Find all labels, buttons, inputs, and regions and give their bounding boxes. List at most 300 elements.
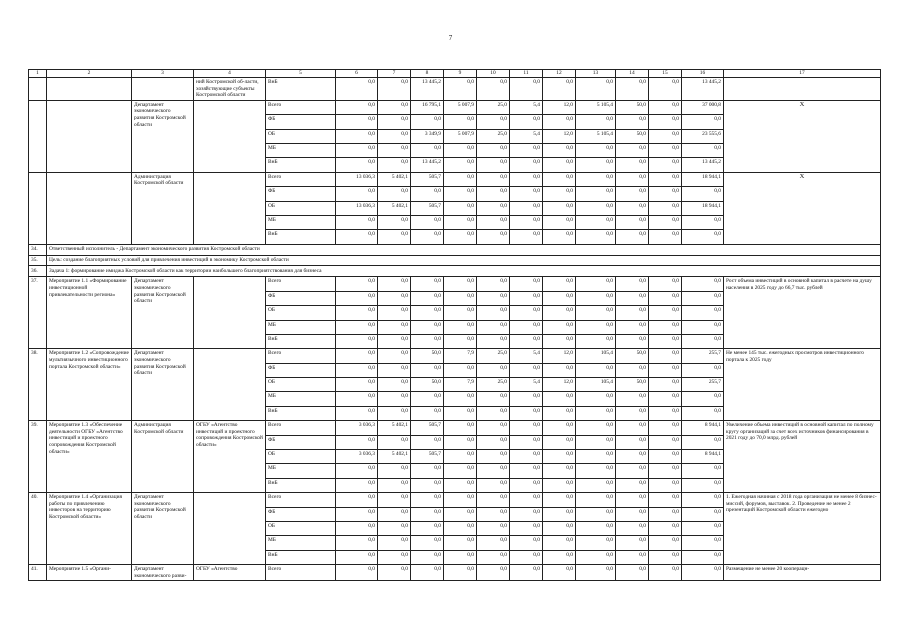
budget-value: 0,0: [477, 201, 510, 215]
budget-value: 0,0: [543, 450, 576, 464]
budget-value: 0,0: [543, 406, 576, 420]
budget-value: 0,0: [543, 392, 576, 406]
budget-value: 0,0: [576, 493, 616, 507]
budget-value: 0,0: [477, 406, 510, 420]
budget-value: 0,0: [649, 536, 682, 550]
budget-value: 0,0: [477, 291, 510, 305]
budget-value: 0,0: [649, 215, 682, 229]
budget-value: 0,0: [616, 450, 649, 464]
responsible-executor: [132, 78, 194, 101]
budget-value: 0,0: [477, 550, 510, 564]
budget-value: 0,0: [649, 291, 682, 305]
budget-value: 0,0: [378, 129, 411, 143]
budget-value: 0,0: [336, 230, 378, 244]
budget-value: 5,4: [510, 349, 543, 363]
budget-value: 0,0: [378, 277, 411, 291]
budget-value: 0,0: [378, 464, 411, 478]
budget-value: 18 944,1: [682, 172, 724, 186]
budget-value: 0,0: [649, 78, 682, 101]
budget-value: 0,0: [444, 187, 477, 201]
budget-value: 0,0: [616, 363, 649, 377]
budget-value: 0,0: [336, 378, 378, 392]
budget-value: 0,0: [543, 435, 576, 449]
row-number: 41.: [29, 565, 47, 581]
budget-value: 0,0: [543, 522, 576, 536]
budget-value: 0,0: [616, 143, 649, 157]
budget-value: 0,0: [411, 493, 444, 507]
funding-source: ВнБ: [266, 334, 336, 348]
budget-value: 0,0: [378, 100, 411, 114]
co-executor: [194, 277, 266, 349]
budget-value: 0,0: [411, 478, 444, 492]
page-number: 7: [448, 34, 453, 42]
section-note: Задача 1: формирование имиджа Костромской области как территории наибольшего благоприятствования для бизнеса: [47, 266, 881, 277]
budget-value: 0,0: [649, 478, 682, 492]
budget-value: 0,0: [378, 406, 411, 420]
expected-result: X: [724, 172, 881, 244]
budget-value: 0,0: [576, 306, 616, 320]
budget-value: 0,0: [378, 378, 411, 392]
row-number: 37.: [29, 277, 47, 349]
funding-source: МБ: [266, 536, 336, 550]
budget-value: 0,0: [616, 334, 649, 348]
budget-value: 0,0: [543, 536, 576, 550]
expected-result: Не менее 145 тыс. ежегодных просмотров инвестиционного портала к 2025 году: [724, 349, 881, 421]
budget-value: 0,0: [336, 187, 378, 201]
budget-value: 0,0: [378, 478, 411, 492]
budget-value: 0,0: [616, 421, 649, 435]
budget-value: 8 944,1: [682, 450, 724, 464]
section-note-row: [29, 244, 881, 255]
budget-value: 0,0: [411, 277, 444, 291]
row-number: [29, 172, 47, 244]
budget-value: 505,7: [411, 172, 444, 186]
section-note: Цель: создание благоприятных условий для привлечения инвестиций в экономику Костромской области: [47, 255, 881, 266]
budget-value: 7,9: [444, 378, 477, 392]
budget-value: 0,0: [378, 230, 411, 244]
budget-value: 50,0: [616, 100, 649, 114]
funding-source: ОБ: [266, 201, 336, 215]
expected-result: Увеличение объема инвестиций в основной капитал по полному кругу организаций за счет всех источников финансирования в 2021 году до 70,0 млрд. рублей: [724, 421, 881, 493]
budget-value: 0,0: [411, 363, 444, 377]
budget-value: 0,0: [336, 349, 378, 363]
budget-value: 0,0: [510, 201, 543, 215]
table-row: [29, 277, 881, 291]
budget-value: 0,0: [444, 536, 477, 550]
budget-value: 0,0: [477, 493, 510, 507]
budget-value: 0,0: [616, 392, 649, 406]
budget-value: 0,0: [411, 230, 444, 244]
funding-source: ФБ: [266, 507, 336, 521]
budget-value: 0,0: [576, 115, 616, 129]
budget-value: 0,0: [477, 306, 510, 320]
budget-value: 0,0: [649, 363, 682, 377]
budget-value: 5,4: [510, 378, 543, 392]
responsible-executor: Администрация Костромской области: [132, 421, 194, 493]
budget-value: 0,0: [649, 334, 682, 348]
budget-value: 0,0: [543, 215, 576, 229]
budget-value: 13 036,3: [336, 172, 378, 186]
budget-value: 0,0: [477, 536, 510, 550]
budget-value: 0,0: [444, 158, 477, 172]
funding-source: МБ: [266, 464, 336, 478]
budget-value: 0,0: [477, 522, 510, 536]
budget-value: 0,0: [444, 201, 477, 215]
budget-value: 0,0: [411, 507, 444, 521]
budget-value: 16 795,1: [411, 100, 444, 114]
table-row: [29, 172, 881, 186]
budget-value: 0,0: [649, 464, 682, 478]
budget-value: 0,0: [510, 406, 543, 420]
budget-value: 0,0: [576, 215, 616, 229]
budget-value: 5,4: [510, 129, 543, 143]
funding-source: ФБ: [266, 363, 336, 377]
budget-value: 0,0: [543, 158, 576, 172]
row-number: [29, 78, 47, 101]
budget-value: 0,0: [477, 115, 510, 129]
budget-value: 0,0: [477, 450, 510, 464]
budget-value: 0,0: [411, 392, 444, 406]
budget-value: 0,0: [682, 478, 724, 492]
budget-value: 0,0: [336, 522, 378, 536]
budget-value: 0,0: [411, 187, 444, 201]
budget-value: 0,0: [649, 201, 682, 215]
budget-value: 0,0: [411, 306, 444, 320]
budget-value: 25,0: [477, 378, 510, 392]
row-number: 35.: [29, 255, 47, 266]
column-number: 9: [444, 70, 477, 78]
budget-value: 0,0: [682, 406, 724, 420]
budget-value: 0,0: [682, 507, 724, 521]
funding-source: ВнБ: [266, 158, 336, 172]
table-row: [29, 565, 881, 581]
budget-value: 5 105,4: [576, 100, 616, 114]
budget-value: 12,0: [543, 378, 576, 392]
funding-source: ВнБ: [266, 406, 336, 420]
budget-value: 0,0: [543, 277, 576, 291]
budget-value: 0,0: [477, 507, 510, 521]
budget-value: 0,0: [576, 78, 616, 101]
co-executor: ОГБУ «Агентство: [194, 565, 266, 581]
expected-result: [724, 78, 881, 101]
funding-source: ФБ: [266, 435, 336, 449]
measure-name: Мероприятие 1.1 «Формирование инвестиционной привлекательности региона»: [47, 277, 132, 349]
table-row: [29, 100, 881, 114]
section-note-row: [29, 266, 881, 277]
budget-value: 0,0: [682, 334, 724, 348]
budget-value: 5 402,1: [378, 450, 411, 464]
budget-value: 0,0: [649, 100, 682, 114]
budget-value: 0,0: [682, 291, 724, 305]
budget-value: 0,0: [649, 450, 682, 464]
budget-value: 5 402,1: [378, 201, 411, 215]
budget-value: 0,0: [411, 435, 444, 449]
budget-value: 0,0: [543, 291, 576, 305]
budget-value: 0,0: [649, 435, 682, 449]
budget-value: 255,7: [682, 378, 724, 392]
budget-value: 12,0: [543, 129, 576, 143]
budget-value: 0,0: [477, 230, 510, 244]
budget-value: 0,0: [444, 172, 477, 186]
expected-result: X: [724, 100, 881, 172]
budget-value: 0,0: [477, 172, 510, 186]
budget-value: 0,0: [411, 115, 444, 129]
budget-value: 0,0: [649, 129, 682, 143]
budget-value: 0,0: [411, 291, 444, 305]
budget-value: 0,0: [576, 334, 616, 348]
budget-value: 0,0: [543, 143, 576, 157]
budget-value: 0,0: [477, 78, 510, 101]
budget-value: 0,0: [336, 129, 378, 143]
budget-value: 50,0: [411, 378, 444, 392]
budget-value: 0,0: [616, 536, 649, 550]
budget-value: 0,0: [411, 320, 444, 334]
budget-value: 0,0: [378, 291, 411, 305]
budget-value: 0,0: [576, 536, 616, 550]
budget-value: 0,0: [682, 306, 724, 320]
budget-value: 0,0: [444, 507, 477, 521]
funding-source: ВнБ: [266, 230, 336, 244]
budget-value: 0,0: [378, 493, 411, 507]
budget-value: 0,0: [444, 306, 477, 320]
budget-value: 0,0: [444, 464, 477, 478]
budget-value: 3 036,3: [336, 421, 378, 435]
budget-value: 0,0: [543, 78, 576, 101]
budget-value: 0,0: [378, 143, 411, 157]
row-number: 39.: [29, 421, 47, 493]
budget-value: 0,0: [336, 320, 378, 334]
budget-value: 0,0: [411, 334, 444, 348]
budget-value: 0,0: [336, 78, 378, 101]
budget-value: 0,0: [510, 306, 543, 320]
budget-value: 0,0: [616, 464, 649, 478]
budget-value: 0,0: [649, 230, 682, 244]
budget-value: 5 402,1: [378, 172, 411, 186]
budget-value: 18 944,1: [682, 201, 724, 215]
budget-value: 0,0: [616, 277, 649, 291]
budget-value: 0,0: [378, 187, 411, 201]
budget-value: 0,0: [510, 115, 543, 129]
budget-value: 0,0: [510, 78, 543, 101]
responsible-executor: Департамент экономического развития Костромской области: [132, 277, 194, 349]
budget-value: 0,0: [336, 536, 378, 550]
budget-value: 0,0: [444, 277, 477, 291]
budget-value: 3 349,9: [411, 129, 444, 143]
funding-source: МБ: [266, 320, 336, 334]
budget-value: 0,0: [411, 464, 444, 478]
measure-name: [47, 78, 132, 101]
budget-value: 0,0: [649, 550, 682, 564]
budget-value: 0,0: [378, 115, 411, 129]
budget-value: 0,0: [444, 435, 477, 449]
row-number: [29, 100, 47, 172]
budget-value: 0,0: [682, 522, 724, 536]
budget-value: 0,0: [543, 550, 576, 564]
budget-value: 0,0: [510, 536, 543, 550]
budget-value: 0,0: [616, 115, 649, 129]
budget-value: 0,0: [682, 187, 724, 201]
budget-value: 0,0: [336, 435, 378, 449]
budget-value: 0,0: [378, 215, 411, 229]
budget-value: 0,0: [649, 187, 682, 201]
budget-value: 0,0: [336, 115, 378, 129]
budget-value: 0,0: [510, 291, 543, 305]
budget-value: 0,0: [411, 565, 444, 581]
column-number: 12: [543, 70, 576, 78]
budget-value: 0,0: [576, 522, 616, 536]
budget-value: 0,0: [616, 201, 649, 215]
row-number: 34.: [29, 244, 47, 255]
row-number: 40.: [29, 493, 47, 565]
budget-value: 0,0: [576, 277, 616, 291]
budget-value: 0,0: [510, 550, 543, 564]
budget-value: 5 105,4: [576, 129, 616, 143]
budget-value: 0,0: [510, 172, 543, 186]
budget-value: 0,0: [510, 187, 543, 201]
budget-value: 0,0: [336, 291, 378, 305]
budget-value: 25,0: [477, 100, 510, 114]
budget-value: 0,0: [616, 291, 649, 305]
budget-value: 0,0: [444, 363, 477, 377]
budget-value: 0,0: [543, 172, 576, 186]
measure-name: Мероприятие 1.5 «Органи-: [47, 565, 132, 581]
budget-value: 0,0: [543, 306, 576, 320]
budget-value: 0,0: [510, 158, 543, 172]
budget-value: 0,0: [444, 143, 477, 157]
budget-value: 0,0: [649, 349, 682, 363]
column-number: 15: [649, 70, 682, 78]
budget-value: 0,0: [510, 435, 543, 449]
co-executor: [194, 100, 266, 172]
budget-value: 0,0: [616, 478, 649, 492]
budget-value: 0,0: [649, 406, 682, 420]
budget-value: 0,0: [649, 565, 682, 581]
budget-value: 0,0: [378, 565, 411, 581]
budget-value: 5 007,9: [444, 129, 477, 143]
budget-value: 0,0: [477, 478, 510, 492]
budget-value: 0,0: [576, 187, 616, 201]
budget-value: 0,0: [444, 406, 477, 420]
budget-value: 255,7: [682, 349, 724, 363]
budget-value: 0,0: [576, 565, 616, 581]
column-number: 17: [724, 70, 881, 78]
expected-result: Рост объема инвестиций в основной капитал в расчете на душу населения в 2025 году до 66,7 тыс. рублей: [724, 277, 881, 349]
budget-value: 0,0: [510, 450, 543, 464]
column-number-row: [29, 70, 881, 78]
budget-value: 0,0: [649, 320, 682, 334]
budget-value: 0,0: [336, 363, 378, 377]
budget-value: 0,0: [576, 464, 616, 478]
budget-value: 0,0: [682, 435, 724, 449]
funding-source: Всего: [266, 493, 336, 507]
budget-value: 0,0: [510, 507, 543, 521]
budget-value: 0,0: [576, 172, 616, 186]
funding-source: Всего: [266, 277, 336, 291]
budget-value: 0,0: [543, 187, 576, 201]
section-note: Ответственный исполнитель - Департамент экономического развития Костромской области: [47, 244, 881, 255]
budget-value: 0,0: [444, 115, 477, 129]
budget-value: 0,0: [543, 565, 576, 581]
budget-value: 0,0: [576, 392, 616, 406]
budget-value: 0,0: [336, 306, 378, 320]
budget-value: 0,0: [411, 406, 444, 420]
budget-value: 0,0: [616, 565, 649, 581]
responsible-executor: Департамент экономического развития Костромской области: [132, 100, 194, 172]
budget-value: 0,0: [378, 363, 411, 377]
budget-value: 0,0: [682, 536, 724, 550]
measure-name: Мероприятие 1.3 «Обеспечение деятельности ОГБУ «Агентство инвестиций и проектного сопровождения Костромской области»: [47, 421, 132, 493]
budget-value: 0,0: [336, 277, 378, 291]
budget-value: 0,0: [616, 507, 649, 521]
expected-result: 1. Ежегодная начиная с 2018 года организация не менее 8 бизнес-миссий, форумов, выставок. 2. Проведение не менее 2 презентаций Костромской области ежегодно: [724, 493, 881, 565]
column-number: 2: [47, 70, 132, 78]
budget-value: 0,0: [576, 450, 616, 464]
table-row: [29, 349, 881, 363]
budget-value: 0,0: [616, 522, 649, 536]
budget-value: 0,0: [649, 143, 682, 157]
budget-value: 0,0: [411, 536, 444, 550]
column-number: 14: [616, 70, 649, 78]
funding-source: МБ: [266, 143, 336, 157]
budget-value: 0,0: [682, 565, 724, 581]
budget-value: 0,0: [576, 406, 616, 420]
budget-value: 0,0: [616, 306, 649, 320]
budget-value: 0,0: [411, 215, 444, 229]
budget-value: 0,0: [477, 392, 510, 406]
column-number: 5: [266, 70, 336, 78]
budget-value: 0,0: [649, 172, 682, 186]
budget-value: 0,0: [444, 550, 477, 564]
budget-value: 7,9: [444, 349, 477, 363]
funding-source: МБ: [266, 392, 336, 406]
budget-value: 0,0: [444, 334, 477, 348]
budget-value: 0,0: [477, 215, 510, 229]
budget-value: 0,0: [477, 334, 510, 348]
measure-name: [47, 100, 132, 172]
budget-value: 0,0: [378, 536, 411, 550]
budget-value: 0,0: [576, 435, 616, 449]
column-number: 16: [682, 70, 724, 78]
funding-source: МБ: [266, 215, 336, 229]
budget-value: 0,0: [510, 277, 543, 291]
budget-value: 25,0: [477, 349, 510, 363]
budget-value: 37 000,8: [682, 100, 724, 114]
budget-value: 0,0: [682, 115, 724, 129]
budget-value: 0,0: [378, 392, 411, 406]
budget-value: 0,0: [477, 464, 510, 478]
budget-value: 0,0: [510, 565, 543, 581]
budget-value: 5 402,1: [378, 421, 411, 435]
funding-source: ОБ: [266, 378, 336, 392]
column-number: 1: [29, 70, 47, 78]
budget-value: 0,0: [649, 115, 682, 129]
budget-value: 0,0: [682, 230, 724, 244]
budget-value: 0,0: [616, 550, 649, 564]
budget-value: 0,0: [682, 363, 724, 377]
budget-value: 12,0: [543, 349, 576, 363]
budget-value: 0,0: [543, 493, 576, 507]
co-executor: [194, 349, 266, 421]
budget-value: 0,0: [336, 550, 378, 564]
budget-value: 0,0: [444, 230, 477, 244]
budget-value: 0,0: [336, 215, 378, 229]
budget-value: 0,0: [543, 334, 576, 348]
budget-value: 0,0: [682, 215, 724, 229]
budget-value: 0,0: [616, 230, 649, 244]
budget-value: 0,0: [444, 291, 477, 305]
budget-table: [28, 69, 881, 581]
funding-source: ОБ: [266, 450, 336, 464]
